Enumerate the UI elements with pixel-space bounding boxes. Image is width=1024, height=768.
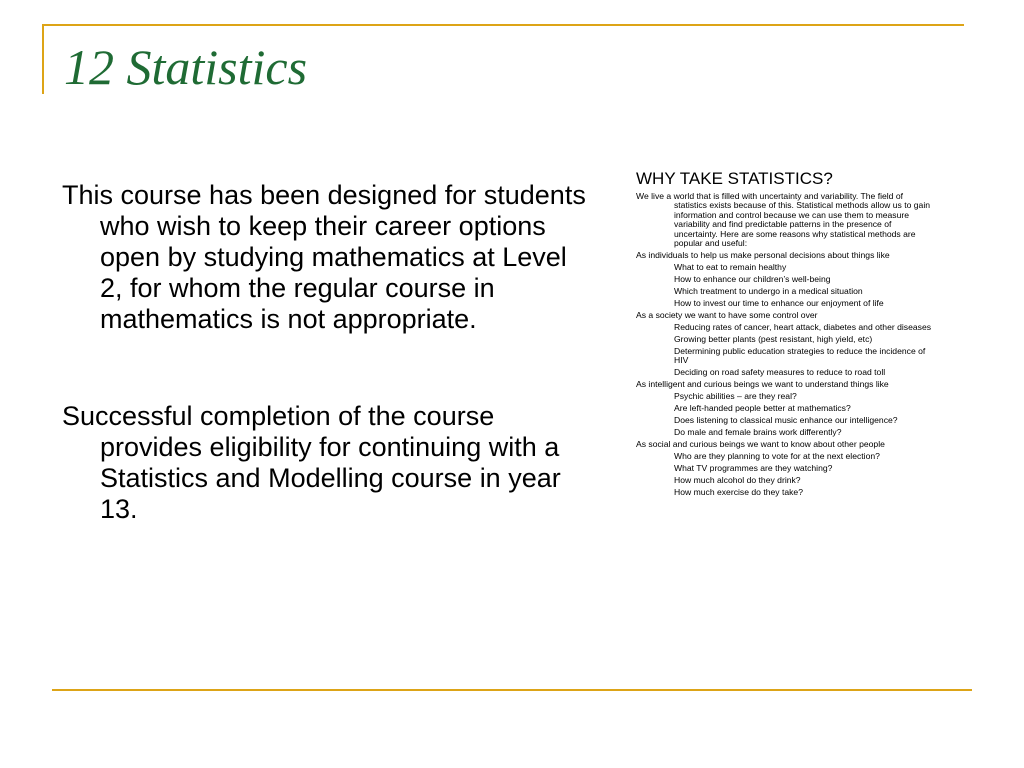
reason-sub-item: What TV programmes are they watching? [674,463,833,474]
reason-heading-item: As social and curious beings we want to know about other people [636,439,885,450]
reason-sub-item: What to eat to remain healthy [674,262,787,273]
reason-sub-item: Which treatment to undergo in a medical situation [674,286,863,297]
top-rule [42,24,964,26]
completion-paragraph: Successful completion of the course provides eligibility for continuing with a Statistics and Modelling course in year 13. [62,401,561,524]
reason-sub-item: Does listening to classical music enhance our intelligence? [674,415,898,426]
reason-sub-item: How to invest our time to enhance our enjoyment of life [674,298,884,309]
why-statistics-panel [636,168,936,500]
reason-sub-item: Are left-handed people better at mathematics? [674,403,851,414]
reason-sub-item: How to enhance our children’s well-being [674,274,831,285]
why-statistics-heading: WHY TAKE STATISTICS? [636,169,833,188]
reason-sub-item: Psychic abilities – are they real? [674,391,797,402]
reason-sub-item: Deciding on road safety measures to reduce to road toll [674,367,886,378]
reason-sub-item: Growing better plants (pest resistant, high yield, etc) [674,334,873,345]
reason-sub-item: Determining public education strategies to reduce the incidence of HIV [674,346,926,366]
reason-heading-item: As intelligent and curious beings we want to understand things like [636,379,889,390]
reason-heading-item: As individuals to help us make personal decisions about things like [636,250,890,261]
body-text [62,180,592,591]
reason-sub-item: How much alcohol do they drink? [674,475,801,486]
slide-title: 12 Statistics [64,39,308,95]
reason-sub-item: Reducing rates of cancer, heart attack, diabetes and other diseases [674,322,932,333]
reason-sub-item: How much exercise do they take? [674,487,803,498]
reasons-list [636,192,936,498]
reason-sub-item: Who are they planning to vote for at the next election? [674,451,880,462]
reason-sub-item: Do male and female brains work differently? [674,427,842,438]
course-description-paragraph: This course has been designed for students who wish to keep their career options open by studying mathematics at Level 2, for whom the regular course in mathematics is not appropriate. [62,180,586,334]
bottom-rule [52,689,972,691]
reason-heading-item: We live a world that is filled with uncertainty and variability. The field of statistics exists because of this. Statistical methods allow us to gain information and control because we can use them to measure variability and find predictable patterns in the presence of uncertainty. Here are some reasons why statistical methods are popular and useful: [636,191,931,249]
reason-heading-item: As a society we want to have some control over [636,310,818,321]
left-rule [42,24,44,94]
